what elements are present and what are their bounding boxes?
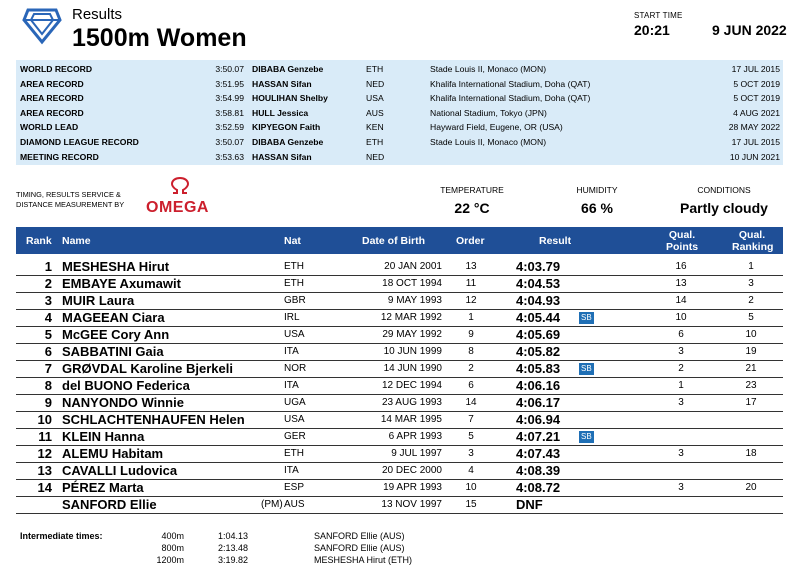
table-row <box>16 462 783 479</box>
record-type: WORLD LEAD <box>20 122 79 133</box>
omega-brand: OMEGA <box>146 199 209 216</box>
result-cell: 4:06.17 <box>516 395 561 410</box>
record-row <box>16 106 783 121</box>
qual-points-cell: 1 <box>678 380 684 391</box>
nat-cell: ESP <box>284 482 305 493</box>
qual-ranking-cell: 3 <box>748 278 754 289</box>
col-qual-points-1: Qual. <box>668 229 696 241</box>
records-table <box>16 60 783 165</box>
order-cell: 11 <box>465 278 477 289</box>
split-distance: 1200m <box>156 555 184 565</box>
dob-cell: 18 OCT 1994 <box>382 278 442 289</box>
temperature-label: TEMPERATURE <box>440 185 504 195</box>
dob-cell: 9 MAY 1993 <box>387 295 442 306</box>
record-mark: 3:50.07 <box>215 64 244 74</box>
nat-cell: IRL <box>284 312 300 323</box>
col-order: Order <box>456 235 485 247</box>
order-cell: 1 <box>468 312 474 323</box>
record-holder: HASSAN Sifan <box>252 151 312 162</box>
rank-cell: 3 <box>44 293 52 308</box>
qual-points-cell: 3 <box>678 346 684 357</box>
order-cell: 14 <box>465 397 477 408</box>
col-qual-ranking-2: Ranking <box>732 241 774 253</box>
split-time: 3:19.82 <box>218 555 249 565</box>
col-nat: Nat <box>284 235 301 247</box>
dob-cell: 12 MAR 1992 <box>380 312 442 323</box>
table-row <box>16 394 783 411</box>
table-row <box>16 411 783 428</box>
record-row <box>16 120 783 135</box>
qual-points-cell: 16 <box>675 261 687 272</box>
record-type: AREA RECORD <box>20 107 84 118</box>
rank-cell: 1 <box>44 259 52 274</box>
rank-cell: 2 <box>44 276 52 291</box>
record-holder: DIBABA Genzebe <box>252 64 324 74</box>
record-mark: 3:53.63 <box>215 151 244 162</box>
timing-credit <box>16 190 124 210</box>
rank-cell: 14 <box>37 480 52 495</box>
record-holder: HULL Jessica <box>252 107 309 118</box>
split-distance: 800m <box>161 543 184 553</box>
nat-cell: USA <box>284 329 305 340</box>
result-cell: 4:06.94 <box>516 412 561 427</box>
table-row <box>16 292 783 309</box>
humidity-label: HUMIDITY <box>576 185 618 195</box>
order-cell: 10 <box>465 482 477 493</box>
col-rank: Rank <box>26 235 52 247</box>
result-cell: 4:08.72 <box>516 480 561 495</box>
dob-cell: 29 MAY 1992 <box>382 329 442 340</box>
dob-cell: 6 APR 1993 <box>388 431 442 442</box>
dob-cell: 10 JUN 1999 <box>383 346 442 357</box>
athlete-name: EMBAYE Axumawit <box>62 276 181 291</box>
dob-cell: 12 DEC 1994 <box>381 380 442 391</box>
pacemaker-flag: (PM) <box>261 499 283 510</box>
rank-cell: 10 <box>37 412 52 427</box>
section-title: Results <box>72 6 123 23</box>
timing-line-1: TIMING, RESULTS SERVICE & <box>16 190 121 199</box>
record-row <box>16 77 783 92</box>
rank-cell: 4 <box>44 310 52 325</box>
record-nat: USA <box>366 93 384 104</box>
result-cell: 4:05.44 <box>516 310 561 325</box>
table-row <box>16 343 783 360</box>
col-qual-ranking-1: Qual. <box>738 229 766 241</box>
record-row <box>16 91 783 106</box>
split-time: 1:04.13 <box>218 531 249 541</box>
record-date: 10 JUN 2021 <box>729 151 780 162</box>
athlete-name: ALEMU Habitam <box>62 446 164 461</box>
athlete-name: GRØVDAL Karoline Bjerkeli <box>62 361 233 376</box>
result-cell: DNF <box>516 497 543 512</box>
dob-cell: 19 APR 1993 <box>383 482 442 493</box>
qual-points-cell: 13 <box>675 278 687 289</box>
humidity-value: 66 % <box>581 200 613 216</box>
record-nat: ETH <box>366 64 384 74</box>
row-divider <box>16 513 783 514</box>
record-venue: Stade Louis II, Monaco (MON) <box>430 137 547 147</box>
rank-cell: 11 <box>38 429 52 444</box>
conditions-label: CONDITIONS <box>697 185 751 195</box>
athlete-name: PÉREZ Marta <box>62 480 144 495</box>
table-row <box>16 428 783 445</box>
record-nat: AUS <box>366 107 384 118</box>
athlete-name: SCHLACHTENHAUFEN Helen <box>62 412 245 427</box>
record-holder: HOULIHAN Shelby <box>252 93 328 104</box>
qual-ranking-cell: 5 <box>748 312 754 323</box>
rank-cell: 7 <box>44 361 52 376</box>
order-cell: 4 <box>468 465 474 476</box>
table-row <box>16 496 783 513</box>
season-best-badge: SB <box>581 313 592 322</box>
start-time-label: START TIME <box>634 11 683 20</box>
record-date: 17 JUL 2015 <box>731 137 780 147</box>
record-mark: 3:50.07 <box>215 137 244 147</box>
dob-cell: 20 DEC 2000 <box>381 465 442 476</box>
intermediate-label: Intermediate times: <box>20 531 103 541</box>
dob-cell: 9 JUL 1997 <box>391 448 442 459</box>
nat-cell: ITA <box>284 380 299 391</box>
record-type: AREA RECORD <box>20 78 84 89</box>
record-type: MEETING RECORD <box>20 151 99 162</box>
record-venue: Khalifa International Stadium, Doha (QAT) <box>430 78 591 89</box>
nat-cell: GBR <box>284 295 306 306</box>
result-cell: 4:04.53 <box>516 276 561 291</box>
order-cell: 12 <box>465 295 477 306</box>
table-row <box>16 258 783 275</box>
rank-cell: 13 <box>37 463 52 478</box>
record-type: DIAMOND LEAGUE RECORD <box>20 137 139 147</box>
dob-cell: 13 NOV 1997 <box>381 499 442 510</box>
conditions-value: Partly cloudy <box>680 200 768 216</box>
record-holder: KIPYEGON Faith <box>252 122 321 133</box>
athlete-name: SABBATINI Gaia <box>62 344 164 359</box>
dob-cell: 20 JAN 2001 <box>384 261 442 272</box>
event-title: 1500m Women <box>72 24 247 52</box>
athlete-name: SANFORD Ellie <box>62 497 157 512</box>
rank-cell: 6 <box>44 344 52 359</box>
nat-cell: ITA <box>284 346 299 357</box>
table-row <box>16 377 783 394</box>
order-cell: 3 <box>468 448 474 459</box>
athlete-name: MESHESHA Hirut <box>62 259 170 274</box>
qual-points-cell: 3 <box>678 397 684 408</box>
order-cell: 8 <box>468 346 474 357</box>
qual-points-cell: 3 <box>678 482 684 493</box>
record-holder: DIBABA Genzebe <box>252 137 324 147</box>
result-cell: 4:07.43 <box>516 446 561 461</box>
temperature-value: 22 °C <box>454 200 490 216</box>
record-nat: ETH <box>366 137 384 147</box>
record-row <box>16 135 783 150</box>
athlete-name: McGEE Cory Ann <box>62 327 170 342</box>
split-leader: SANFORD Ellie (AUS) <box>314 543 405 553</box>
dob-cell: 14 JUN 1990 <box>383 363 442 374</box>
table-row <box>16 309 783 326</box>
nat-cell: ETH <box>284 261 304 272</box>
record-venue: Hayward Field, Eugene, OR (USA) <box>430 122 563 133</box>
record-mark: 3:51.95 <box>215 78 244 89</box>
qual-points-cell: 2 <box>678 363 684 374</box>
qual-points-cell: 14 <box>675 295 687 306</box>
record-nat: KEN <box>366 122 384 133</box>
season-best-badge: SB <box>581 432 592 441</box>
record-type: AREA RECORD <box>20 93 84 104</box>
omega-symbol-icon <box>170 177 190 195</box>
record-date: 17 JUL 2015 <box>731 64 780 74</box>
qual-ranking-cell: 19 <box>745 346 757 357</box>
record-nat: NED <box>366 78 385 89</box>
athlete-name: KLEIN Hanna <box>62 429 145 444</box>
record-date: 5 OCT 2019 <box>733 93 780 104</box>
qual-points-cell: 10 <box>675 312 687 323</box>
timing-line-2: DISTANCE MEASUREMENT BY <box>16 200 125 209</box>
order-cell: 15 <box>465 499 477 510</box>
event-date: 9 JUN 2022 <box>712 22 787 38</box>
season-best-badge: SB <box>581 364 592 373</box>
dob-cell: 14 MAR 1995 <box>380 414 442 425</box>
split-time: 2:13.48 <box>218 543 249 553</box>
nat-cell: GER <box>284 431 306 442</box>
split-distance: 400m <box>161 531 184 541</box>
nat-cell: ETH <box>284 278 304 289</box>
order-cell: 9 <box>468 329 474 340</box>
result-cell: 4:08.39 <box>516 463 561 478</box>
record-holder: HASSAN Sifan <box>252 78 312 89</box>
col-result: Result <box>539 235 572 247</box>
result-cell: 4:05.83 <box>516 361 561 376</box>
rank-cell: 8 <box>44 378 52 393</box>
rank-cell: 12 <box>37 446 52 461</box>
result-cell: 4:07.21 <box>516 429 561 444</box>
qual-ranking-cell: 20 <box>745 482 757 493</box>
nat-cell: USA <box>284 414 305 425</box>
record-mark: 3:52.59 <box>215 122 244 133</box>
record-type: WORLD RECORD <box>20 64 93 74</box>
qual-ranking-cell: 18 <box>745 448 757 459</box>
nat-cell: UGA <box>284 397 306 408</box>
record-mark: 3:54.99 <box>215 93 244 104</box>
table-row <box>16 275 783 292</box>
qual-points-cell: 6 <box>678 329 684 340</box>
start-time: 20:21 <box>634 22 670 38</box>
record-date: 5 OCT 2019 <box>733 78 780 89</box>
table-row <box>16 445 783 462</box>
split-leader: SANFORD Ellie (AUS) <box>314 531 405 541</box>
col-name: Name <box>62 235 91 247</box>
qual-ranking-cell: 10 <box>745 329 757 340</box>
qual-ranking-cell: 2 <box>748 295 754 306</box>
record-row <box>16 150 783 165</box>
athlete-name: del BUONO Federica <box>62 378 190 393</box>
nat-cell: AUS <box>284 499 305 510</box>
col-dob: Date of Birth <box>362 235 425 247</box>
record-row <box>16 62 783 77</box>
athlete-name: MAGEEAN Ciara <box>62 310 165 325</box>
order-cell: 5 <box>468 431 474 442</box>
dob-cell: 23 AUG 1993 <box>381 397 442 408</box>
qual-ranking-cell: 1 <box>748 261 754 272</box>
athlete-name: MUIR Laura <box>62 293 135 308</box>
qual-points-cell: 3 <box>678 448 684 459</box>
qual-ranking-cell: 21 <box>745 363 757 374</box>
record-venue: Khalifa International Stadium, Doha (QAT) <box>430 93 591 104</box>
result-cell: 4:03.79 <box>516 259 561 274</box>
athlete-name: NANYONDO Winnie <box>62 395 184 410</box>
split-leader: MESHESHA Hirut (ETH) <box>314 555 413 565</box>
nat-cell: ETH <box>284 448 304 459</box>
results-header <box>16 227 783 254</box>
col-qual-points-2: Points <box>666 241 699 253</box>
qual-ranking-cell: 23 <box>745 380 757 391</box>
record-venue: National Stadium, Tokyo (JPN) <box>430 107 547 118</box>
nat-cell: NOR <box>284 363 307 374</box>
table-row <box>16 479 783 496</box>
result-cell: 4:04.93 <box>516 293 561 308</box>
table-row <box>16 326 783 343</box>
nat-cell: ITA <box>284 465 299 476</box>
rank-cell: 5 <box>44 327 52 342</box>
record-mark: 3:58.81 <box>215 107 244 118</box>
order-cell: 6 <box>468 380 474 391</box>
result-cell: 4:05.69 <box>516 327 561 342</box>
order-cell: 13 <box>465 261 477 272</box>
athlete-name: CAVALLI Ludovica <box>62 463 178 478</box>
table-row <box>16 360 783 377</box>
diamond-league-logo-icon <box>22 4 62 46</box>
order-cell: 7 <box>468 414 474 425</box>
result-cell: 4:05.82 <box>516 344 561 359</box>
record-venue: Stade Louis II, Monaco (MON) <box>430 64 547 74</box>
record-date: 4 AUG 2021 <box>733 107 780 118</box>
order-cell: 2 <box>468 363 474 374</box>
record-nat: NED <box>366 151 385 162</box>
result-cell: 4:06.16 <box>516 378 561 393</box>
qual-ranking-cell: 17 <box>745 397 757 408</box>
rank-cell: 9 <box>44 395 52 410</box>
record-date: 28 MAY 2022 <box>728 122 780 133</box>
